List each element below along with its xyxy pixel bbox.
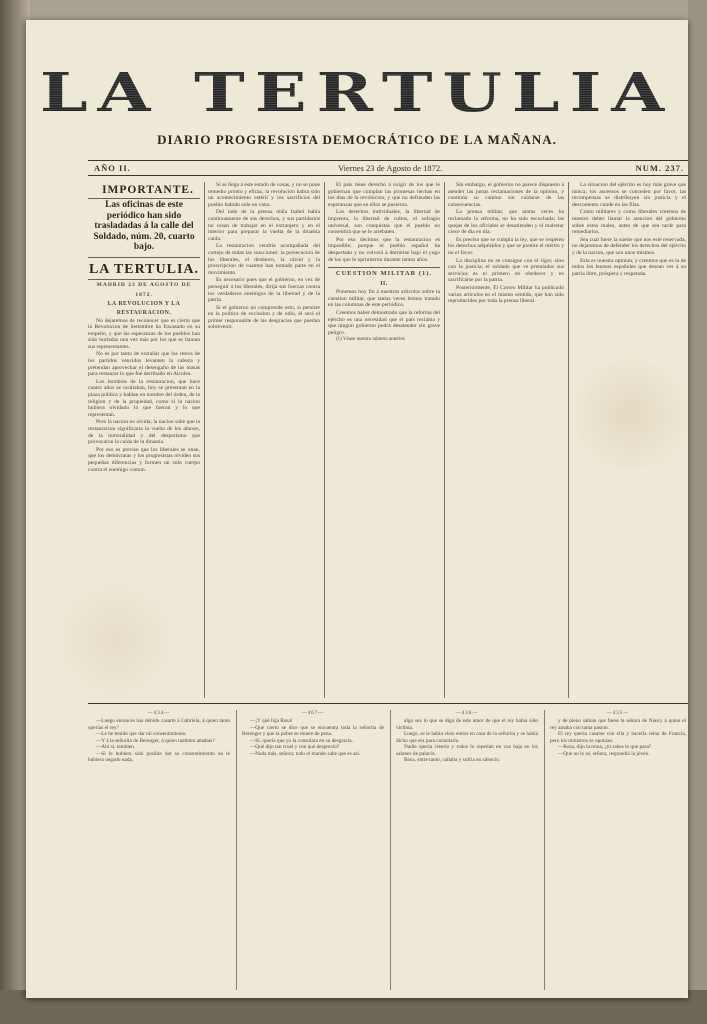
article-paragraph: Esta es nuestra opinion, y creemos que es la de todos los buenos españoles que desean ver á su patria libre, próspera y respetada. — [572, 257, 686, 277]
folletin-paragraph: —Ahí si, tambien. — [96, 744, 136, 750]
article-paragraph: Es necesario pues que el gobierno, en vez de perseguir á los liberales, dirija sus fuerzas contra los verdaderos enemigos de la libertad y de la patria. — [208, 277, 320, 304]
article-paragraph: Los hombres de la restauracion, que hace cuatro años se ocultaban, hoy se presentan en la plaza pública y hablan en nombre del órden, de la religion y de la propiedad, como si la nacion hubiera olvidado lo que fueron y lo que representan. — [88, 378, 200, 418]
article-paragraph: Los derechos individuales, la libertad de imprenta, la libertad de cultos, el sufragio universal, son conquistas que el pueblo no consentirá que se le arrebaten. — [328, 209, 440, 236]
folletin-paragraph: —Que cierto se dice que se encuentra toda la señorita de Berenger y que la pobre se muere de pena. — [242, 724, 384, 737]
article-paragraph: Es preciso que se cumpla la ley, que se respeten los derechos adquiridos y que se premie el mérito y no el favor. — [448, 236, 564, 256]
folletin-paragraph: —Nada más, señora; todo el mundo sabe que es así. — [250, 750, 361, 757]
editorial-dateline: MADRID 23 DE AGOSTO DE 1872. — [96, 281, 192, 298]
column-divider — [204, 182, 205, 698]
folletin-paragraph: —Le he tenido que dar mi consentimiento. — [96, 731, 187, 737]
column-divider — [568, 182, 569, 698]
folletin-paragraph: —Sí, queria que yo la consolara en su desgracia. — [250, 737, 353, 744]
newspaper-page — [26, 20, 688, 998]
year-label: AÑO II. — [94, 163, 131, 173]
article-paragraph: Ponemos hoy fin á nuestros articulos sobre la cuestion militar, que tantas veces hemos tratado en las columnas de este periódico. — [328, 289, 440, 309]
article-paragraph: Como militares y como liberales creemos de nuestro deber llamar la atencion del gobierno sobre estos males, antes de que sea tarde para remediarlos. — [572, 209, 686, 236]
folletin-column-divider — [236, 710, 237, 990]
issue-number: NUM. 237. — [635, 163, 684, 173]
column-divider — [324, 182, 325, 698]
article-paragraph: El país tiene derecho á exigir de los que le gobiernan que cumplan las promesas hechas en los dias de la revolucion, y que no defrauden las esperanzas que en ellos se pusieron. — [328, 182, 440, 208]
folletin-page-number: —467— — [301, 711, 325, 716]
folletin-paragraph: —Luego entonces has debido casarte á Gabriela, á quien tanto querias el rey? — [88, 718, 230, 731]
article-paragraph: La disciplina no se consigue con el rigor, sino con la justicia; el soldado que ve premiados sus servicios es el primero en obedecer y en sacrificarse por la patria. — [448, 257, 564, 284]
folletin-column-2 — [242, 710, 384, 990]
column-5 — [572, 182, 686, 698]
footnote: (1) Véase nuestro número anterior. — [336, 337, 406, 343]
folletin-paragraph: Rosa, entre tanto, callaba y sufria en silencio. — [404, 757, 501, 763]
importante-heading: IMPORTANTE. — [88, 182, 200, 199]
folletin-paragraph: y de pleno sabian que fuese la señora de Nancy á quien el rey amaba con tanta pasion. — [550, 718, 686, 731]
article-paragraph: La restauracion vendría acompañada del cortejo de todas las reacciones: la persecucion de los liberales, el destierro, la cárcel y la proscripcion de cuantos han tomado parte en el movimiento. — [208, 243, 320, 276]
article-paragraph: Sin embargo, el gobierno no parece dispuesto á atender las justas reclamaciones de la opinion, y continúa su camino sin cuidarse de las consecuencias. — [448, 182, 564, 208]
folletin-page-number: —434— — [147, 711, 171, 716]
folletin-paragraph: algo sea lo que se diga de este amor de que el rey habia sido víctima. — [396, 718, 538, 731]
folletin-page-number: —436— — [455, 711, 479, 716]
folletin-page-number: —435— — [606, 711, 630, 716]
masthead-subtitle: DIARIO PROGRESISTA DEMOCRÁTICO DE LA MAÑANA. — [157, 132, 557, 147]
folletin-paragraph: —Si le hubiera sido posible dar su consentimiento no le hubiera negado nada. — [88, 750, 230, 763]
folletin-column-divider — [544, 710, 545, 990]
article-paragraph: No dejaremos de reconocer que es cierto que la Revolucion de Setiembre ha fracasado en su empeño, y que las esperanzas de los pueblos han sido burladas una vez más por los que se llaman sus representantes. — [88, 317, 200, 350]
masthead-title: LA TERTULIA — [26, 66, 688, 121]
column-1 — [88, 182, 200, 698]
column-4 — [448, 182, 564, 698]
section-heading: LA REVOLUCION Y LA RESTAURACION. — [107, 300, 181, 316]
article-paragraph: Creemos haber demostrado que la reforma del ejército es una necesidad que el país reclama y que ningun gobierno podrá desatender sin grave peligro. — [328, 309, 440, 336]
folletin-column-1 — [88, 710, 230, 990]
issue-date: Viernes 23 de Agosto de 1872. — [338, 163, 443, 173]
article-paragraph: Del lado de la prensa doña Isabel habla continuamente de sus derechos, y sus partidarios no cesan de trabajar en el extranjero y en el interior para preparar la vuelta de la dinastía caida. — [208, 209, 320, 242]
article-paragraph: Posteriormente, El Correo Militar ha publicado varios artículos en el mismo sentido, que han sido reproducidos por toda la prensa liberal. — [448, 284, 564, 305]
folletin-paragraph: —Que no lo sé, señora, respondió la jóven. — [558, 750, 650, 757]
cuestion-part-label: II. — [380, 281, 388, 288]
folletin-paragraph: —Y á la señorita de Berenger, á quien tambien amabas? — [96, 737, 215, 744]
folletin-paragraph: Nadie queria creerlo y todos lo repetian en voz baja en los salones de palacio. — [396, 744, 538, 757]
folletin-paragraph: Luego, se le habia visto entrar en casa de la señorita y se habia dicho que era para consolarla. — [396, 731, 538, 744]
article-paragraph: Sea cual fuere la suerte que nos esté reservada, no dejaremos de defender los derechos del ejército y de la nacion, que son unos mismos. — [572, 236, 686, 256]
column-divider — [444, 182, 445, 698]
column-2 — [208, 182, 320, 698]
background-right — [688, 0, 707, 1024]
article-paragraph: Si el gobierno no comprende esto, si persiste en la política de exclusion y de odio, él será el primer responsable de las desgracias que puedan sobrevenir. — [208, 304, 320, 331]
column-3 — [328, 182, 440, 698]
folletin-column-3 — [396, 710, 538, 990]
cuestion-militar-heading: CUESTION MILITAR (1). — [328, 267, 440, 280]
folletin-divider — [88, 703, 688, 704]
folletin-paragraph: —¡Y qué hija Rosa! — [250, 718, 293, 724]
article-paragraph: Pero la nacion no olvida; la nacion sabe que la restauracion significaría la vuelta de los abusos, de la inmoralidad y del despotismo que provocaron la caida de la dinastía. — [88, 419, 200, 446]
folletin-paragraph: —Qué dijo tan cruel y con qué desprecio? — [250, 744, 340, 750]
article-paragraph: Si se llega á este estado de cosas, y no se pone remedio pronto y eficaz, la revolucion habrá sido un acontecimiento estéril y los sacrificios del pueblo habrán sido en vano. — [208, 182, 320, 208]
folletin-paragraph: —Rosa, dijo la reina, ¿tú sabes lo que pasa? — [558, 744, 652, 750]
relocation-notice: Las oficinas de este periódico han sido trasladadas á la calle del Soldado, núm. 20, cuarto bajo. — [88, 200, 200, 258]
article-paragraph: Por eso decimos que la restauracion es imposible; porque el pueblo español ha despertado y no volverá á dormirse bajo el yugo de los que le oprimieron durante tantos años. — [328, 236, 440, 263]
dateline-bar — [88, 160, 688, 176]
folletin-paragraph: El rey queria casarse con ella y hacerla reina de Francia, pero los ministros se oponian. — [550, 731, 686, 744]
article-paragraph: La situacion del ejército es hoy más grave que nunca; los ascensos se conceden por favor, las recompensas se distribuyen sin justicia y el descontento cunde en las filas. — [572, 182, 686, 208]
editorial-masthead: LA TERTULIA. — [88, 261, 200, 280]
folletin-column-4 — [550, 710, 686, 990]
article-paragraph: La prensa militar, que tantas veces ha reclamado la reforma, no ha sido escuchada; las quejas de los oficiales se desatienden y el malestar crece de dia en dia. — [448, 209, 564, 236]
article-paragraph: No es por tanto de extrañar que los restos de los partidos vencidos levanten la cabeza y pretendan aprovechar el desengaño de las masas para restaurar lo que fué derribado en Alcolea. — [88, 351, 200, 378]
folletin-column-divider — [390, 710, 391, 990]
article-paragraph: Por eso es preciso que los liberales se unan, que los demócratas y los progresistas olviden sus pequeñas diferencias y formen un solo cuerpo contra el enemigo comun. — [88, 446, 200, 473]
